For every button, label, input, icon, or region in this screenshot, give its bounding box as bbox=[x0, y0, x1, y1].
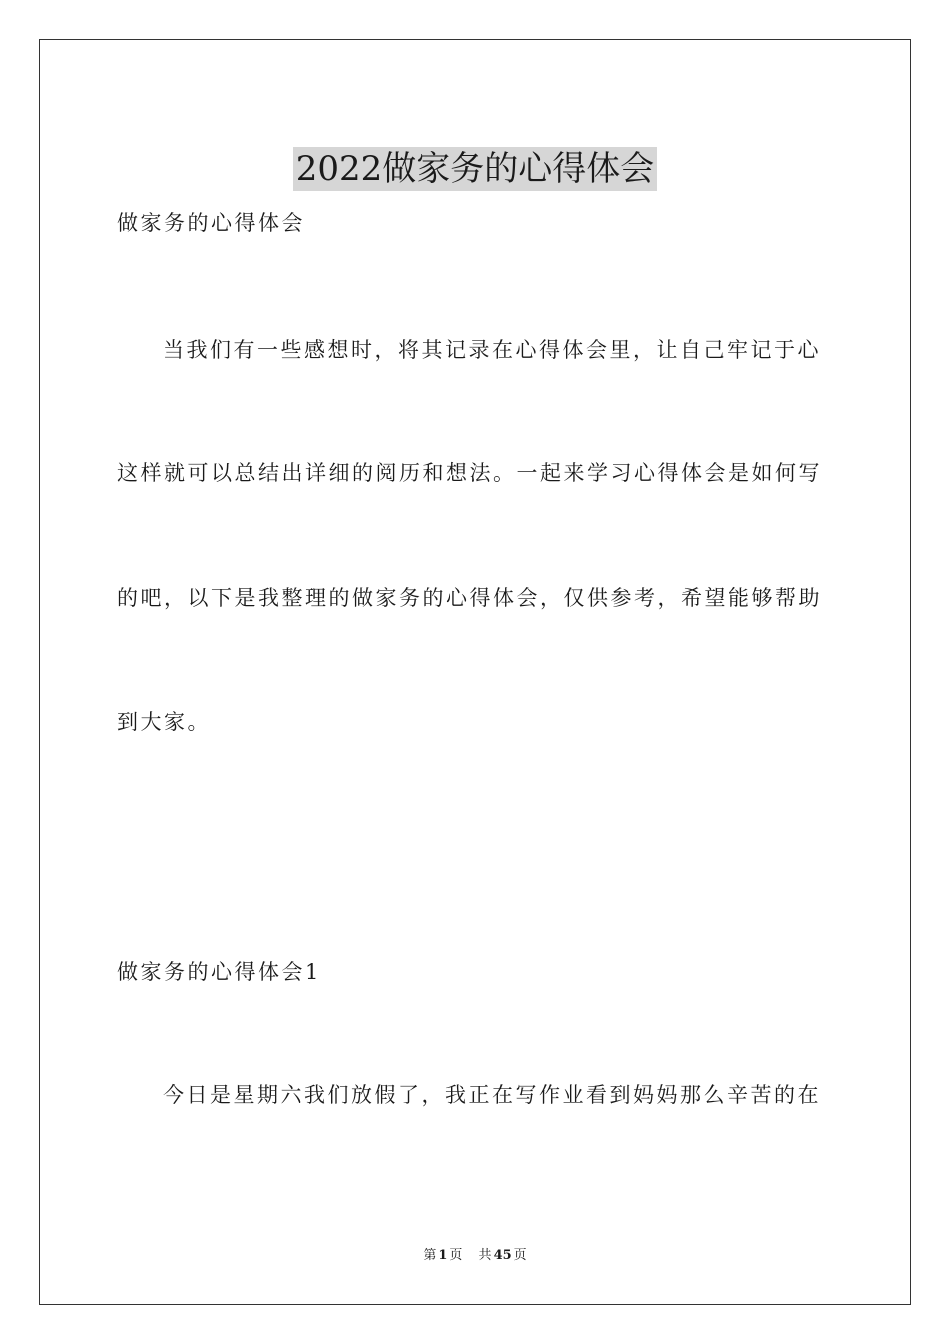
intro-line-4: 到大家。 bbox=[117, 710, 211, 734]
page-indicator: 第 1 页 bbox=[423, 1248, 463, 1263]
document-title: 2022做家务的心得体会 bbox=[293, 147, 658, 191]
intro-line-3: 的吧，以下是我整理的做家务的心得体会，仅供参考，希望能够帮助 bbox=[117, 586, 822, 610]
document-subtitle: 做家务的心得体会 bbox=[117, 211, 305, 235]
section-line-1: 今日是星期六我们放假了，我正在写作业看到妈妈那么辛苦的在 bbox=[163, 1083, 821, 1107]
intro-line-2: 这样就可以总结出详细的阅历和想法。一起来学习心得体会是如何写 bbox=[117, 461, 822, 485]
section-heading: 做家务的心得体会1 bbox=[117, 960, 321, 984]
title-container bbox=[0, 124, 950, 214]
total-pages-indicator: 共 45 页 bbox=[478, 1248, 527, 1263]
page-footer bbox=[0, 1246, 950, 1266]
intro-line-1: 当我们有一些感想时，将其记录在心得体会里，让自己牢记于心 bbox=[163, 338, 821, 362]
